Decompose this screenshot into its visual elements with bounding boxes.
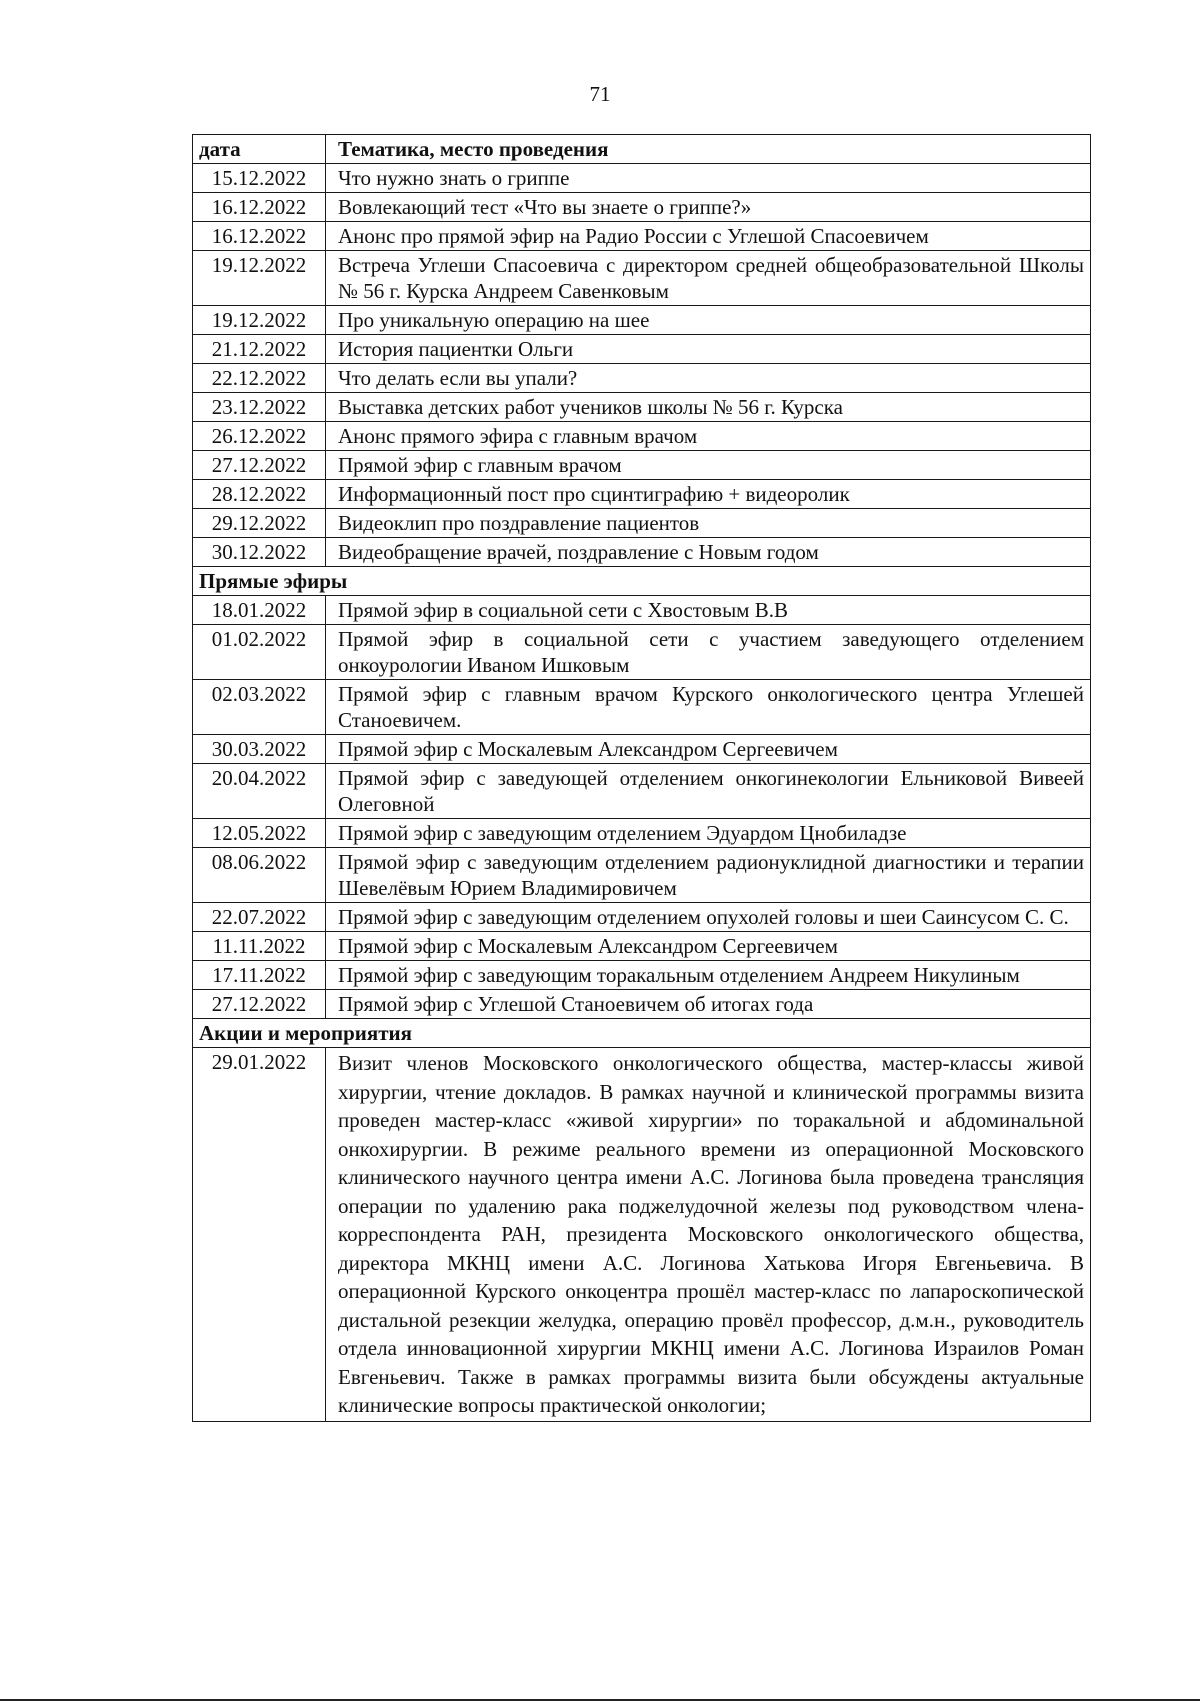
table-row xyxy=(193,335,1091,364)
row-topic: Прямой эфир с главным врачом Курского онкологического центра Углешей Станоевичем. xyxy=(326,680,1091,735)
table-row xyxy=(193,193,1091,222)
row-topic: Прямой эфир с Углешой Станоевичем об итогах года xyxy=(326,990,1091,1019)
row-topic: Прямой эфир в социальной сети с Хвостовым В.В xyxy=(326,596,1091,625)
row-topic: Что нужно знать о гриппе xyxy=(326,164,1091,193)
row-topic: Прямой эфир с Москалевым Александром Сергеевичем xyxy=(326,932,1091,961)
table-header-row xyxy=(193,135,1091,164)
row-date: 22.12.2022 xyxy=(193,364,326,393)
table-row xyxy=(193,735,1091,764)
table-row xyxy=(193,509,1091,538)
row-topic: История пациентки Ольги xyxy=(326,335,1091,364)
row-date: 12.05.2022 xyxy=(193,819,326,848)
row-date: 30.12.2022 xyxy=(193,538,326,567)
section-live-broadcasts xyxy=(193,567,1091,596)
page-number: 71 xyxy=(589,82,611,106)
table-row xyxy=(193,251,1091,306)
row-topic: Прямой эфир с заведующей отделением онкогинекологии Ельниковой Вивеей Олеговной xyxy=(326,764,1091,819)
row-date: 23.12.2022 xyxy=(193,393,326,422)
row-date: 27.12.2022 xyxy=(193,990,326,1019)
table-row xyxy=(193,903,1091,932)
table-row xyxy=(193,961,1091,990)
table-row xyxy=(193,393,1091,422)
row-topic: Что делать если вы упали? xyxy=(326,364,1091,393)
row-date: 19.12.2022 xyxy=(193,251,326,306)
row-topic: Прямой эфир с заведующим торакальным отделением Андреем Никулиным xyxy=(326,961,1091,990)
table-row xyxy=(193,932,1091,961)
row-topic: Видеоклип про поздравление пациентов xyxy=(326,509,1091,538)
table-row xyxy=(193,222,1091,251)
row-date: 15.12.2022 xyxy=(193,164,326,193)
table-row xyxy=(193,480,1091,509)
table-row xyxy=(193,990,1091,1019)
table-row xyxy=(193,680,1091,735)
row-date: 27.12.2022 xyxy=(193,451,326,480)
row-topic: Вовлекающий тест «Что вы знаете о гриппе?» xyxy=(326,193,1091,222)
row-date: 11.11.2022 xyxy=(193,932,326,961)
row-topic: Информационный пост про сцинтиграфию + видеоролик xyxy=(326,480,1091,509)
row-date: 19.12.2022 xyxy=(193,306,326,335)
table-row xyxy=(193,848,1091,903)
row-date: 28.12.2022 xyxy=(193,480,326,509)
row-topic: Встреча Углеши Спасоевича с директором средней общеобразовательной Школы № 56 г. Курска Андреем Савенковым xyxy=(326,251,1091,306)
row-topic: Про уникальную операцию на шее xyxy=(326,306,1091,335)
table-row xyxy=(193,306,1091,335)
row-date: 01.02.2022 xyxy=(193,625,326,680)
row-date: 29.01.2022 xyxy=(193,1048,326,1422)
row-date: 16.12.2022 xyxy=(193,193,326,222)
row-topic: Анонс про прямой эфир на Радио России с Углешой Спасоевичем xyxy=(326,222,1091,251)
events-table xyxy=(192,134,1091,1422)
table-row xyxy=(193,764,1091,819)
row-topic: Прямой эфир с заведующим отделением опухолей головы и шеи Саинсусом С. С. xyxy=(326,903,1091,932)
row-date: 08.06.2022 xyxy=(193,848,326,903)
row-date: 22.07.2022 xyxy=(193,903,326,932)
section-events-label: Акции и мероприятия xyxy=(193,1019,1091,1048)
row-date: 21.12.2022 xyxy=(193,335,326,364)
table-row xyxy=(193,451,1091,480)
row-topic: Визит членов Московского онкологического общества, мастер-классы живой хирургии, чтение докладов. В рамках научной и клинической программы визита проведен мастер-класс «живой хирургии» по торакальной и абдоминальной онкохирургии. В режиме реального времени из операционной Московского клинического научного центра имени А.С. Логинова была проведена трансляция операции по удалению рака поджелудочной железы под руководством члена-корреспондента РАН, президента Московского онкологического общества, директора МКНЦ имени А.С. Логинова Хатькова Игоря Евгеньевича. В операционной Курского онкоцентра прошёл мастер-класс по лапароскопической дистальной резекции желудка, операцию провёл профессор, д.м.н., руководитель отдела инновационной хирургии МКНЦ имени А.С. Логинова Израилов Роман Евгеньевич. Также в рамках программы визита были обсуждены актуальные клинические вопросы практической онкологии; xyxy=(326,1048,1091,1422)
table-row xyxy=(193,625,1091,680)
row-topic: Прямой эфир с заведующим отделением Эдуардом Цнобиладзе xyxy=(326,819,1091,848)
table-row xyxy=(193,819,1091,848)
row-topic: Прямой эфир с главным врачом xyxy=(326,451,1091,480)
row-date: 17.11.2022 xyxy=(193,961,326,990)
table-row xyxy=(193,596,1091,625)
table-body xyxy=(193,135,1091,1422)
row-date: 18.01.2022 xyxy=(193,596,326,625)
row-date: 16.12.2022 xyxy=(193,222,326,251)
row-topic: Выставка детских работ учеников школы № 56 г. Курска xyxy=(326,393,1091,422)
row-date: 02.03.2022 xyxy=(193,680,326,735)
table-row xyxy=(193,422,1091,451)
section-live-broadcasts-label: Прямые эфиры xyxy=(193,567,1091,596)
header-topic: Тематика, место проведения xyxy=(326,135,1091,164)
row-date: 30.03.2022 xyxy=(193,735,326,764)
row-date: 20.04.2022 xyxy=(193,764,326,819)
row-date: 26.12.2022 xyxy=(193,422,326,451)
table-row xyxy=(193,164,1091,193)
row-topic: Анонс прямого эфира с главным врачом xyxy=(326,422,1091,451)
row-topic: Видеобращение врачей, поздравление с Новым годом xyxy=(326,538,1091,567)
row-topic: Прямой эфир с Москалевым Александром Сергеевичем xyxy=(326,735,1091,764)
section-events xyxy=(193,1019,1091,1048)
table-row xyxy=(193,1048,1091,1422)
header-date: дата xyxy=(193,135,326,164)
table-row xyxy=(193,538,1091,567)
table-row xyxy=(193,364,1091,393)
row-date: 29.12.2022 xyxy=(193,509,326,538)
row-topic: Прямой эфир в социальной сети с участием заведующего отделением онкоурологии Иваном Ишковым xyxy=(326,625,1091,680)
row-topic: Прямой эфир с заведующим отделением радионуклидной диагностики и терапии Шевелёвым Юрием Владимировичем xyxy=(326,848,1091,903)
